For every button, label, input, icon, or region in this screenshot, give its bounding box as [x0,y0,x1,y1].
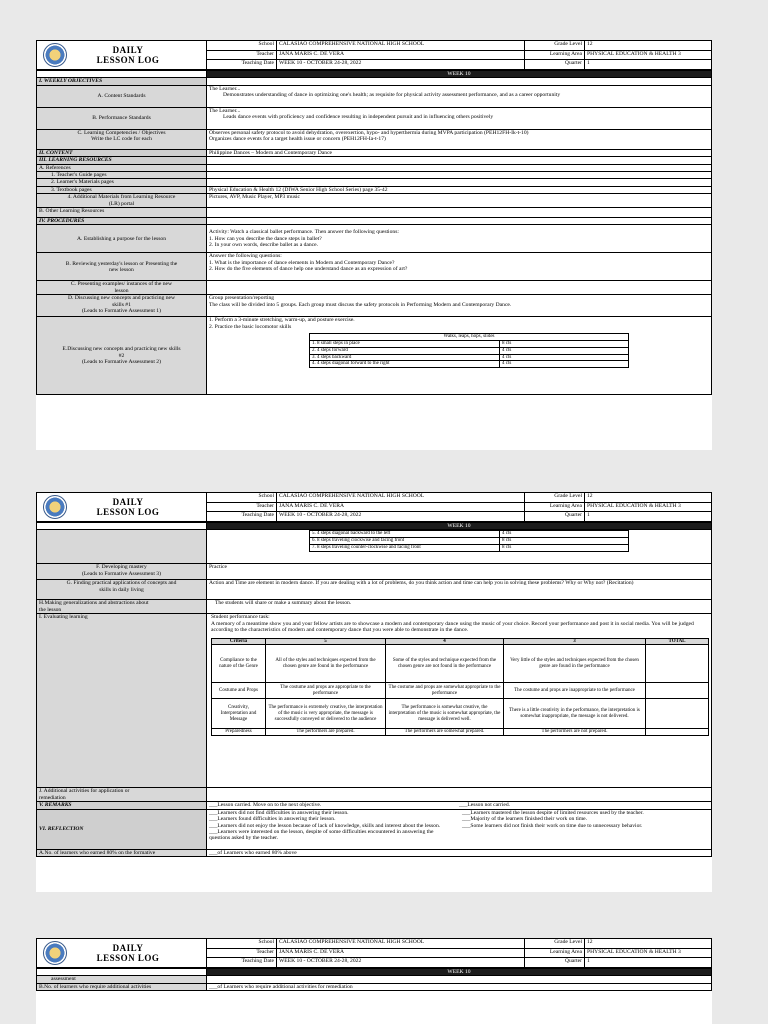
grade-label: Grade Level [525,939,585,949]
date-value: WEEK 10 - OCTOBER 24-28, 2022 [277,512,525,522]
learners-materials-label: 2. Learner's Materials pages [37,179,207,186]
b-remediation-label: B.No. of learners who require additional activities [37,983,207,990]
grade-value: 12 [585,41,712,51]
skill-name: 7. 8 steps traveling counter-clockwise and facing front [310,545,500,552]
rubric-5: The costume and props are appropriate to the performance [266,683,386,699]
b-remediation: ___of Learners who require additional activities for remediation [207,983,712,990]
proc-i-label: I. Evaluating learning [37,614,207,788]
rubric-criteria: Creativity, Interpretation and Message [212,699,266,729]
skill-name: 6. 8 steps traveling clockwise and facing front [310,538,500,545]
teacher-label: Teacher [207,502,277,512]
header-logo-cell [37,41,207,70]
area-value: PHYSICAL EDUCATION & HEALTH 3 [585,50,712,60]
rubric-3: The costume and props are inappropriate to the performance [504,683,646,699]
header-table [36,492,712,522]
proc-i: Student performance task: A memory of a meantime show you and your fellow artists are to showcase a modern and contemporary dance using the music of your choice. Record your performance and post it in social media. You will be judged according to the characteristics of modern and contemporary dance that you were able to demonstrate in the dance. Criteria 5 4 3 TOTAL Compliance to the nature of the Genre All of the styles and techniques expected from the chosen genre are found in the performance Some of the styles and technique expected from the chosen genre are not found in the performance Very little of the styles and techniques expected from the chosen genre are found in the performance Costume and Props The costume and props are appropriate to the performance The costume and props are somewhat appropriate to the performance The costume and props are inappropriate to the performance Creativity, Interpretation and Message The performance is extremely creative, the interpretation of the music is very appropriate, the message is successfully conveyed or delivered to the audience The performance is somewhat creative, the interpretation of the music is somewhat appropriate, the message is delivered well. There is a little creativity in the performance, the interpretation is somewhat inappropriate, the message is not delivered. Preparedness The performers are prepared. The performers are somewhat prepared. The performers are not prepared. [207,614,712,788]
proc-d-label: D. Discussing new concepts and practicing new skills #1 (Leads to Formative Assessment 1) [37,295,207,317]
rubric-head: 5 [266,638,386,645]
teachers-guide-label: 1. Teacher's Guide pages [37,172,207,179]
rubric-total [646,683,709,699]
reflection: ___Learners did not find difficulties in answering their lesson. ___Learners found difficulties in answering their lesson. ___Learners did not enjoy the lesson because of lack of knowledge, skills and interest about the lesson. ___Learners were interested on the lesson, despite of some difficulties encountered in answering the questions asked by the teacher. ___Learners mastered the lesson despite of limited resources used by the teacher. ___Majority of the learners finished their work on time. ___Some learners did not finish their work on time due to unnecessary behavior. [207,809,712,849]
skill-counts: 4 cts [500,361,629,368]
skill-name: 1. 8 small steps in place [310,341,500,348]
skill-name: 4. 4 steps diagonal forward to the right [310,361,500,368]
proc-d: Group presentation/reporting The class will be divided into 5 groups. Each group must discuss the safety protocols in Performing Modern and Contemporary Dance. [207,295,712,317]
grade-label: Grade Level [525,493,585,503]
quarter-value: 1 [585,60,712,70]
rubric-total [646,729,709,736]
proc-a-label: A. Establishing a purpose for the lesson [37,225,207,253]
performance-standards: The Learner... Leads dance events with proficiency and confidence resulting in independent pursuit and in influencing others positively [207,107,712,129]
quarter-value: 1 [585,958,712,968]
content-value: Philippine Dances – Modern and Contemporary Dance [207,149,712,156]
skill-counts: 8 cts [500,545,629,552]
skills-table-continued [309,530,629,551]
skill-counts: 8 cts [500,341,629,348]
assessment-label: assessment [37,976,207,983]
content-standards-label: A. Content Standards [37,85,207,107]
rubric-3: The performers are not prepared. [504,729,646,736]
section-reflection: VI. REFLECTION [37,809,207,849]
other-resources-label: B. Other Learning Resources [37,208,207,218]
section-content: II. CONTENT [37,149,207,156]
area-label: Learning Area [525,50,585,60]
references-label: A. References [37,164,207,171]
lesson-body-table [36,522,712,857]
rubric-4: The performers are somewhat prepared. [386,729,504,736]
area-value: PHYSICAL EDUCATION & HEALTH 3 [585,502,712,512]
grade-value: 12 [585,493,712,503]
header-table [36,40,712,70]
grade-label: Grade Level [525,41,585,51]
teacher-value: JANA MARIS C. DE VERA [277,948,525,958]
date-label: Teaching Date [207,958,277,968]
additional-materials-value: Pictures, AVP, Music Player, MP3 music [207,194,712,208]
section-resources: III. LEARNING RESOURCES [37,157,207,164]
area-label: Learning Area [525,948,585,958]
proc-h: The students will share or make a summary about the lesson. [207,600,712,614]
competencies: Observes personal safety protocol to avoid dehydration, overexertion, hypo- and hyperthermia during MVPA participation (PEH12FH-Ik-t-10) Organizes dance events for a target health issue or concern (PEH12FH-Ia-t-17) [207,129,712,149]
lesson-body-table [36,70,712,395]
proc-c-label: C. Presenting examples/ instances of the new lesson [37,281,207,295]
rubric-5: The performers are prepared. [266,729,386,736]
date-label: Teaching Date [207,60,277,70]
skill-counts: 4 cts [500,354,629,361]
lesson-log-page-1 [36,40,712,450]
rubric-table [211,638,709,737]
skill-counts: 8 cts [500,538,629,545]
rubric-3: Very little of the styles and techniques expected from the chosen genre are found in the performance [504,645,646,683]
teacher-value: JANA MARIS C. DE VERA [277,502,525,512]
content-standards: The Learner... Demonstrates understanding of dance in optimizing one's health; as requisite for physical activity assessment performance, and as a career opportunity [207,85,712,107]
doc-title: DAILY LESSON LOG [96,943,160,963]
rubric-criteria: Costume and Props [212,683,266,699]
lesson-log-page-3 [36,938,712,1024]
proc-b: Answer the following questions: 1. What is the importance of dance elements in Modern and Contemporary Dance? 2. How do the five elements of dance help one understand dance as an expression of art? [207,253,712,281]
date-value: WEEK 10 - OCTOBER 24-28, 2022 [277,60,525,70]
section-procedures: IV. PROCEDURES [37,218,207,225]
area-value: PHYSICAL EDUCATION & HEALTH 3 [585,948,712,958]
teacher-value: JANA MARIS C. DE VERA [277,50,525,60]
skill-name: 3. 4 steps backward [310,354,500,361]
proc-f-label: F. Developing mastery (Leads to Formative Assessment 3) [37,564,207,580]
quarter-value: 1 [585,512,712,522]
area-label: Learning Area [525,502,585,512]
textbook-value: Physical Education & Health 12 (DIWA Senior High School Series) page 35-42 [207,186,712,193]
grade-value: 12 [585,939,712,949]
rubric-criteria: Preparedness [212,729,266,736]
teacher-label: Teacher [207,50,277,60]
week-bar: WEEK 10 [207,523,712,530]
school-label: School [207,41,277,51]
date-value: WEEK 10 - OCTOBER 24-28, 2022 [277,958,525,968]
performance-standards-label: B. Performance Standards [37,107,207,129]
rubric-total [646,699,709,729]
proc-a: Activity: Watch a classical ballet performance. Then answer the following questions: 1. How can you describe the dance steps in ballet? 2. In your own words, describe ballet as a dance. [207,225,712,253]
rubric-3: There is a little creativity in the performance, the interpretation is somewhat inappropriate, the message is not delivered. [504,699,646,729]
rubric-head: TOTAL [646,638,709,645]
lesson-log-page-2 [36,492,712,892]
proc-e: 1. Perform a 3-minute stretching, warm-up, and posture exercise. 2. Practice the basic locomotor skills Walks, leaps, hops, slides 1. 8 small steps in place 8 cts 2. 4 steps forward 4 cts 3. 4 steps backward 4 cts 4. 4 steps diagonal forward to the right 4 cts [207,317,712,395]
school-label: School [207,493,277,503]
quarter-label: Quarter [525,958,585,968]
school-value: CALASIAO COMPREHENSIVE NATIONAL HIGH SCHOOL [277,493,525,503]
remarks: ___Lesson carried. Move on to the next objective. ___Lesson not carried. [207,802,712,809]
rubric-head: 3 [504,638,646,645]
rubric-5: All of the styles and techniques expected from the chosen genre are found in the performance [266,645,386,683]
competencies-label: C. Learning Competencies / Objectives Write the LC code for each [37,129,207,149]
proc-g: Action and Time are element in modern dance. If you are dealing with a lot of problems, do you think action and time can help you in solving these problems? Why or Why not? (Recitation) [207,580,712,600]
rubric-4: Some of the styles and technique expected from the chosen genre are not found in the performance [386,645,504,683]
proc-j-label: J. Additional activities for application or remediation [37,788,207,802]
rubric-4: The costume and props are somewhat appropriate to the performance [386,683,504,699]
quarter-label: Quarter [525,512,585,522]
school-value: CALASIAO COMPREHENSIVE NATIONAL HIGH SCHOOL [277,939,525,949]
school-value: CALASIAO COMPREHENSIVE NATIONAL HIGH SCHOOL [277,41,525,51]
doc-title: DAILY LESSON LOG [96,45,160,65]
quarter-label: Quarter [525,60,585,70]
deped-seal-icon [43,941,67,965]
week-bar: WEEK 10 [207,969,712,976]
skill-counts: 4 cts [500,347,629,354]
rubric-5: The performance is extremely creative, the interpretation of the music is very appropriate, the message is successfully conveyed or delivered to the audience [266,699,386,729]
additional-materials-label: 4. Additional Materials from Learning Resource (LR) portal [37,194,207,208]
proc-f: Practice [207,564,712,580]
lesson-body-table [36,968,712,991]
skills-head: Walks, leaps, hops, slides [310,334,629,341]
rubric-total [646,645,709,683]
section-remarks: V. REMARKS [37,802,207,809]
rubric-head: 4 [386,638,504,645]
school-label: School [207,939,277,949]
rubric-criteria: Compliance to the nature of the Genre [212,645,266,683]
deped-seal-icon [43,495,67,519]
date-label: Teaching Date [207,512,277,522]
proc-b-label: B. Reviewing yesterday's lesson or Presenting the new lesson [37,253,207,281]
skills-table [309,333,629,368]
skill-name: 2. 4 steps forward [310,347,500,354]
skill-counts: 4 cts [500,531,629,538]
a80-label: A.No. of learners who earned 80% on the formative [37,849,207,856]
a80: ___of Learners who earned 80% above [207,849,712,856]
teacher-label: Teacher [207,948,277,958]
proc-h-label: H.Making generalizations and abstractions about the lesson [37,600,207,614]
rubric-4: The performance is somewhat creative, the interpretation of the music is somewhat appropriate, the message is delivered well. [386,699,504,729]
rubric-head: Criteria [212,638,266,645]
proc-g-label: G. Finding practical applications of concepts and skills in daily living [37,580,207,600]
skill-name: 5. 4 steps diagonal backward to the left [310,531,500,538]
week-bar: WEEK 10 [207,71,712,78]
textbook-label: 3. Textbook pages [37,186,207,193]
proc-e-label: E.Discussing new concepts and practicing new skills #2 (Leads to Formative Assessment 2) [37,317,207,395]
header-table [36,938,712,968]
deped-seal-icon [43,43,67,67]
section-objectives: I. WEEKLY OBJECTIVES [37,78,207,85]
doc-title: DAILY LESSON LOG [96,497,160,517]
